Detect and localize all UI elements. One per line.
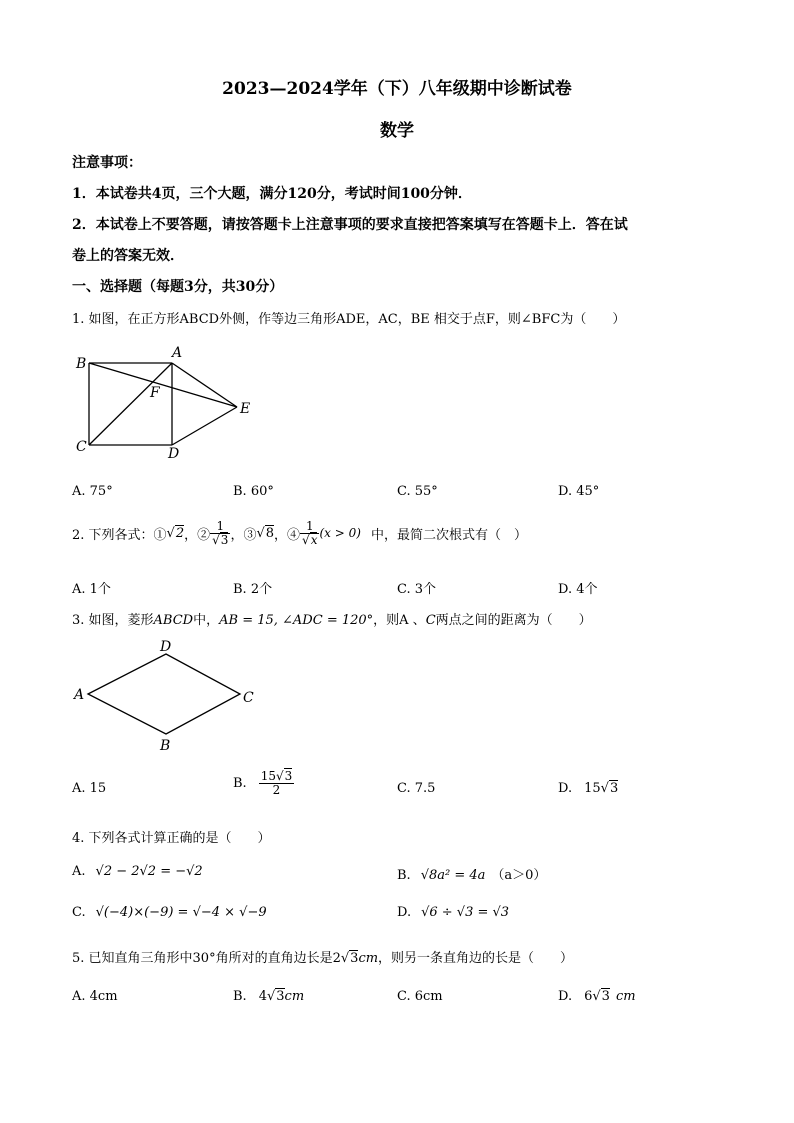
question-1-option-c: C. 55° xyxy=(397,484,438,499)
q2-sep-1: ，② xyxy=(184,527,211,543)
subject-title: 数学 xyxy=(380,121,414,141)
figure3-label-D: D xyxy=(160,639,172,655)
question-5-option-d: D. 6√3 cm xyxy=(558,989,636,1004)
q2-prefix: 2. 下列各式：① xyxy=(72,527,167,543)
question-1-figure xyxy=(70,340,270,465)
figure1-label-C: C xyxy=(76,439,87,455)
question-2-option-b: B. 2个 xyxy=(233,582,273,597)
figure1-label-D: D xyxy=(168,446,180,462)
q2-sep-2: ，③ xyxy=(230,527,257,543)
q2-sep-3: ，④ xyxy=(274,527,301,543)
question-3-stem: 3. 如图，菱形ABCD中，AB = 15, ∠ADC = 120°，则A 、C两点之间的距离为（ ） xyxy=(72,613,592,628)
exam-title: 2023—2024学年（下）八年级期中诊断试卷 xyxy=(222,79,572,99)
q2-fraction-2: $\frac{1}{√x}$ xyxy=(302,519,318,547)
section-heading: 一、选择题（每题3分，共30分） xyxy=(72,279,284,295)
question-2-stem xyxy=(72,520,527,546)
figure3-label-C: C xyxy=(243,690,254,706)
notes-item-2-line-1: 2．本试卷上不要答题，请按答题卡上注意事项的要求直接把答案填写在答题卡上．答在试 xyxy=(72,217,628,233)
notes-item-1: 1．本试卷共4页，三个大题，满分120分，考试时间100分钟． xyxy=(72,186,472,202)
question-2-option-d: D. 4个 xyxy=(558,582,598,597)
notes-heading: 注意事项： xyxy=(72,155,142,171)
question-5-option-b: B. 4√3cm xyxy=(233,989,305,1004)
figure1-label-E: E xyxy=(240,401,251,417)
question-3-option-d: D. 15√3 xyxy=(558,781,619,796)
question-4-option-d: D. √6 ÷ √3 = √3 xyxy=(397,905,510,920)
question-5-option-a: A. 4cm xyxy=(72,989,118,1004)
figure1-label-A: A xyxy=(172,345,183,361)
question-4-option-b: B. √8a² = 4a （a＞0） xyxy=(397,868,547,883)
q2-suffix: 中，最简二次根式有（ ） xyxy=(370,527,527,543)
question-5-stem: 5. 已知直角三角形中30°角所对的直角边长是2√3cm，则另一条直角边的长是（ ） xyxy=(72,951,574,966)
question-4-stem: 4. 下列各式计算正确的是（ ） xyxy=(72,831,271,846)
q2-root-2: √2 xyxy=(166,525,185,541)
question-5-option-c: C. 6cm xyxy=(397,989,443,1004)
question-1-option-a: A. 75° xyxy=(72,484,113,499)
q2-fraction-1: $\frac{1}{√3}$ xyxy=(212,519,229,547)
question-3-figure xyxy=(70,636,270,756)
q2-condition: (x > 0) xyxy=(319,526,361,541)
question-4-option-a: A. √2 − 2√2 = −√2 xyxy=(72,864,203,879)
question-3-option-a: A. 15 xyxy=(72,781,107,796)
figure3-label-A: A xyxy=(74,687,85,703)
question-1-stem: 1. 如图，在正方形ABCD外侧，作等边三角形ADE，AC，BE 相交于点F，则∠BFC为（ ） xyxy=(72,312,626,327)
question-1-option-d: D. 45° xyxy=(558,484,600,499)
figure1-label-B: B xyxy=(76,356,87,372)
question-2-option-c: C. 3个 xyxy=(397,582,437,597)
figure3-label-B: B xyxy=(160,738,171,754)
q2-root-8: √8 xyxy=(256,525,275,541)
question-3-option-b: B. $\frac{15√3}{2}$ xyxy=(233,769,293,797)
question-3-option-c: C. 7.5 xyxy=(397,781,436,796)
question-2-option-a: A. 1个 xyxy=(72,582,111,597)
figure1-label-F: F xyxy=(150,385,160,401)
question-4-option-c: C. √(−4)×(−9) = √−4 × √−9 xyxy=(72,905,267,920)
question-1-option-b: B. 60° xyxy=(233,484,274,499)
notes-item-2-line-2: 卷上的答案无效． xyxy=(72,248,184,264)
